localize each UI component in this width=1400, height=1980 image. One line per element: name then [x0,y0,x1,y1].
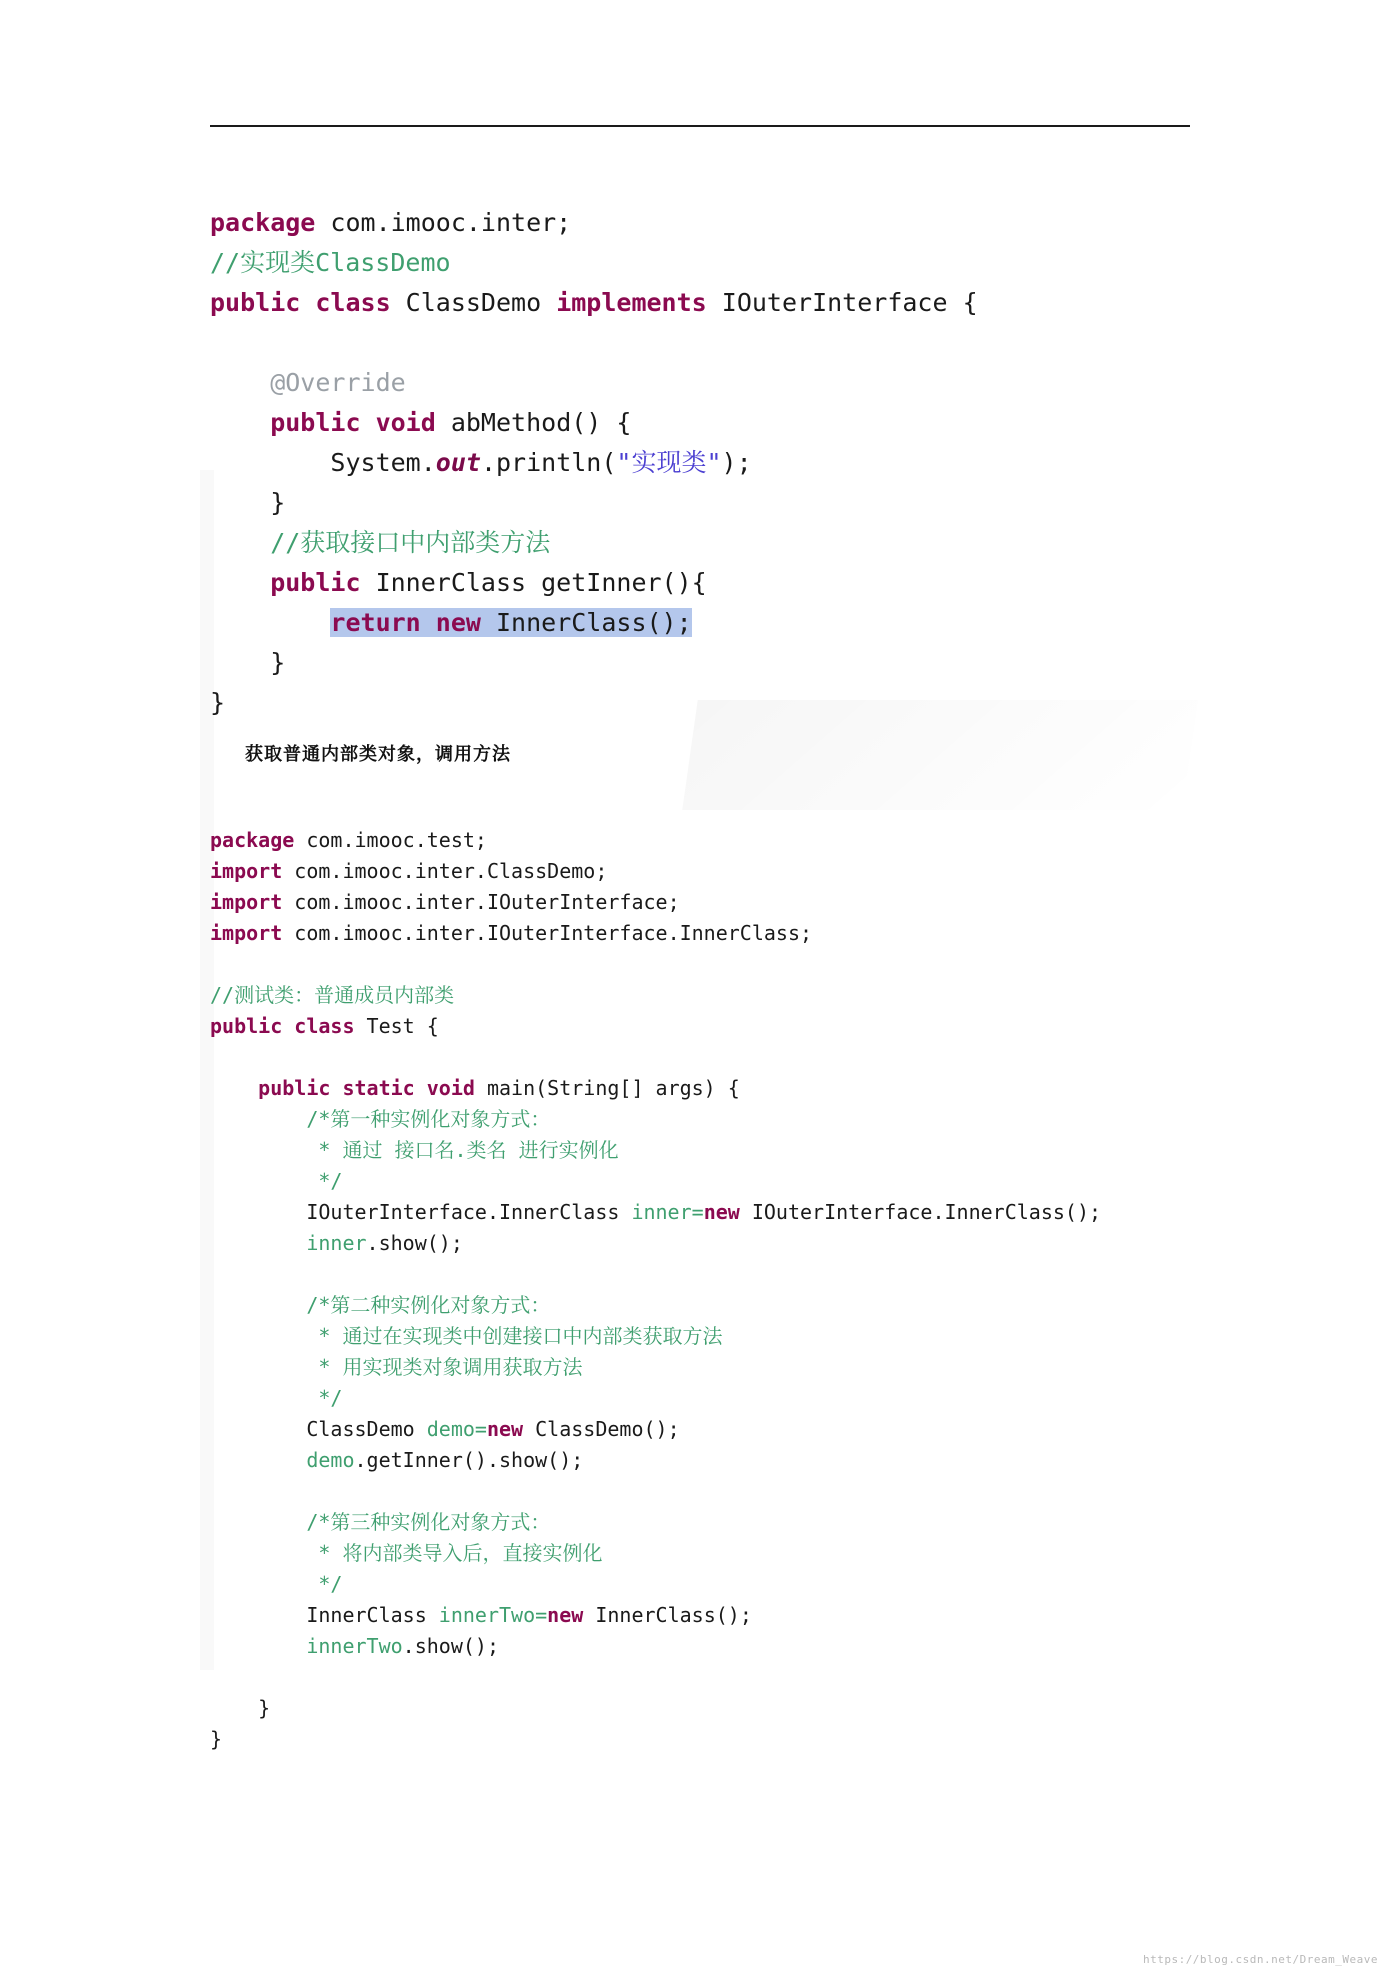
code-token: abMethod() { [435,408,632,437]
code-line [210,648,285,677]
code-token: import [210,890,283,914]
code-line [210,828,487,852]
code-line [210,1014,439,1038]
code-line [210,1603,752,1627]
code-line [210,288,978,317]
code-token: ClassDemo(); [523,1417,680,1441]
code-token: Test { [354,1014,439,1038]
code-token: */ [210,1572,343,1596]
code-line [210,488,285,517]
code-line [210,688,225,717]
code-token: inner [210,1231,367,1255]
code-token: * 通过 接口名.类名 进行实例化 [210,1138,619,1162]
code-token: com.imooc.test; [294,828,487,852]
horizontal-rule [210,125,1190,127]
code-token: .show(); [366,1231,463,1255]
code-token: public class [210,288,391,317]
code-line [210,608,692,637]
code-block-test [210,825,1101,1755]
code-token: //测试类：普通成员内部类 [210,983,455,1007]
code-token: return new [330,608,481,637]
code-line [210,368,406,397]
code-token: IOuterInterface { [706,288,978,317]
code-token: import [210,921,283,945]
code-line [210,1355,582,1379]
code-token: */ [210,1386,343,1410]
code-token: } [210,688,226,717]
code-line [210,1200,1101,1224]
section-caption: 获取普通内部类对象，调用方法 [245,744,511,765]
code-line [210,1169,342,1193]
code-line [210,1541,602,1565]
code-token: /*第一种实例化对象方式： [210,1107,551,1131]
code-token: InnerClass getInner(){ [360,568,707,597]
code-token: } [210,648,286,677]
code-line [210,1572,342,1596]
code-token: ); [721,448,752,477]
code-line [210,1076,740,1100]
code-token: System. [210,448,436,477]
code-token: */ [210,1169,343,1193]
code-line [210,1417,680,1441]
code-token: /*第三种实例化对象方式： [210,1510,551,1534]
code-line [210,1727,222,1751]
code-token: public void [210,408,436,437]
code-token: .println( [480,448,617,477]
code-token: implements [556,288,707,317]
code-token: com.imooc.inter.IOuterInterface; [282,890,680,914]
code-line [210,1231,463,1255]
code-line [210,1696,270,1720]
code-block-classdemo [210,203,978,723]
code-token: ClassDemo [390,288,557,317]
code-line [210,208,571,237]
code-token: out [435,448,481,477]
code-token: import [210,859,283,883]
code-token: * 通过在实现类中创建接口中内部类获取方法 [210,1324,723,1348]
code-token: } [210,488,286,517]
code-token: @Override [210,368,406,397]
code-line [210,890,680,914]
code-line [210,1107,550,1131]
code-line [210,859,607,883]
code-token: public class [210,1014,355,1038]
code-token: innerTwo= [438,1603,548,1627]
code-token [210,608,330,637]
code-token: IOuterInterface.InnerClass [210,1200,632,1224]
code-token: .getInner().show(); [354,1448,584,1472]
code-line [210,568,707,597]
code-token: package [210,208,316,237]
code-token: com.imooc.inter.ClassDemo; [282,859,608,883]
code-token: InnerClass [210,1603,439,1627]
code-line [210,408,631,437]
code-token: * 用实现类对象调用获取方法 [210,1355,583,1379]
code-line [210,248,451,277]
code-token: com.imooc.inter; [315,208,572,237]
code-token: demo [210,1448,355,1472]
code-line [210,1386,342,1410]
code-token: ClassDemo [210,1417,427,1441]
code-token: package [210,828,295,852]
code-token: //获取接口中内部类方法 [210,528,551,557]
code-token: "实现类" [616,448,722,477]
code-line [210,1324,722,1348]
code-token: * 将内部类导入后，直接实例化 [210,1541,603,1565]
code-line [210,1138,619,1162]
code-token: //实现类ClassDemo [210,248,451,277]
code-token: new [486,1417,524,1441]
code-token: } [210,1727,223,1751]
code-token: InnerClass(); [583,1603,752,1627]
watermark-text: https://blog.csdn.net/Dream_Weave [1142,1953,1378,1966]
code-token: .show(); [402,1634,499,1658]
code-line [210,448,752,477]
code-token: inner= [631,1200,704,1224]
code-token: innerTwo [210,1634,403,1658]
code-line [210,983,454,1007]
code-token: new [547,1603,584,1627]
code-token: main(String[] args) { [474,1076,740,1100]
code-token: new [703,1200,740,1224]
code-line [210,528,550,557]
code-token: public static void [210,1076,475,1100]
code-token: } [210,1696,271,1720]
code-line [210,1448,583,1472]
code-token: demo= [426,1417,487,1441]
code-token: /*第二种实例化对象方式： [210,1293,551,1317]
code-line [210,1510,550,1534]
code-token: InnerClass(); [480,608,692,637]
code-token: com.imooc.inter.IOuterInterface.InnerClass; [282,921,813,945]
code-line [210,1634,499,1658]
code-token: public [210,568,361,597]
code-line [210,1293,550,1317]
code-line [210,921,812,945]
code-token: IOuterInterface.InnerClass(); [739,1200,1102,1224]
